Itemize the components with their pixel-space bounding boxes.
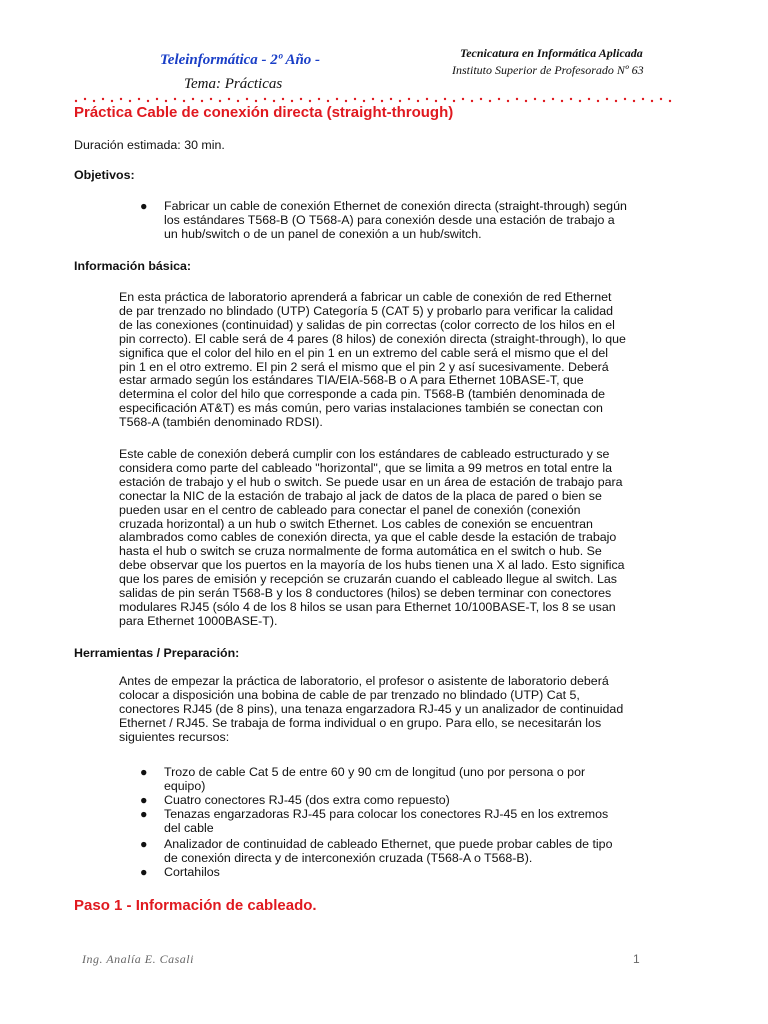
footer-author: Ing. Analía E. Casali	[82, 952, 194, 966]
divider-dot	[498, 98, 500, 100]
divider-dot	[138, 98, 140, 100]
bullet-icon: ●	[140, 765, 148, 779]
divider-dot	[228, 98, 230, 100]
recurso-text: Trozo de cable Cat 5 de entre 60 y 90 cm de longitud (uno por persona o por equipo)	[164, 765, 586, 793]
divider-dot	[651, 100, 653, 102]
divider-dot	[264, 98, 266, 100]
decorative-divider	[74, 96, 674, 104]
divider-dot	[327, 100, 329, 102]
herramientas-paragraph: Antes de empezar la práctica de laboratorio, el profesor o asistente de laboratorio deberá colocar a disposición una bobina de cable de par trenzado no blindado (UTP) Cat 5, conectores RJ45 (de 8 pins), una tenaza engarzadora RJ-45 y un analizador de continuidad Ethernet / RJ45. Se trabaja de forma individual o en grupo. Para ello, se necesitarán los siguientes recursos:	[119, 674, 624, 744]
objetivos-heading: Objetivos:	[74, 168, 135, 182]
divider-dot	[453, 100, 455, 102]
bullet-icon: ●	[140, 807, 148, 821]
divider-dot	[642, 98, 644, 100]
recurso-text: Cortahilos	[164, 865, 220, 879]
info-basica-paragraph-1: En esta práctica de laboratorio aprenderá a fabricar un cable de conexión de red Ethernet de par trenzado no blindado (UTP) Categoría 5 (CAT 5) y probarlo para verificar la calidad de las conexiones (continuidad) y salidas de pin correctas (color correcto de los hilos en el pin correcto). El cable será de 4 pares (8 hilos) de conexión directa (straight-through), lo que significa que el color del hilo en el pin 1 en un extremo del cable será el mismo que el del pin 1 en el otro extremo. El pin 2 será el mismo que el pin 2 y así sucesivamente. Deberá estar armado según los estándares TIA/EIA-568-B o A para Ethernet 10BASE-T, que determina el color del hilo que corresponde a cada pin. T568-B (también denominada de especificación AT&T) es más común, pero varias instalaciones también se conectan con T568-A (también denominado RDSI).	[119, 290, 626, 430]
divider-dot	[354, 98, 356, 100]
recurso-text: Cuatro conectores RJ-45 (dos extra como repuesto)	[164, 793, 450, 807]
info-basica-paragraph-2: Este cable de conexión deberá cumplir con los estándares de cableado estructurado y se considera como parte del cableado "horizontal", que se limita a 99 metros en total entre la estación de trabajo y el hub o switch. Se puede usar en un área de estación de trabajo para conectar la NIC de la estación de trabajo al jack de datos de la placa de pared o bien se pueden usar en el centro de cableado para conectar el panel de conexión (conexión cruzada horizontal) a un hub o switch Ethernet. Los cables de conexión se encuentran alambrados como cables de conexión directa, ya que el cable desde la estación de trabajo hasta el hub o switch se cruza normalmente de forma automática en el switch o hub. Se debe observar que los puertos en la mayoría de los hubs tienen una X al lado. Esto significa que los pares de emisión y recepción se cruzarán cuando el cableado llegue al switch. Las salidas de pin serán T568-B y los 8 conductores (hilos) se deben terminar con conectores modulares RJ45 (sólo 4 de los 8 hilos se usan para Ethernet 10/100BASE-T, los 8 se usan para Ethernet 1000BASE-T).	[119, 447, 625, 628]
divider-dot	[660, 98, 662, 100]
list-item	[140, 200, 660, 242]
recurso-text: Tenazas engarzadoras RJ-45 para colocar los conectores RJ-45 en los extremos del cable	[164, 807, 609, 835]
divider-dot	[543, 100, 545, 102]
bullet-icon: ●	[140, 793, 148, 807]
divider-dot	[84, 98, 86, 100]
divider-dot	[390, 98, 392, 100]
divider-dot	[489, 100, 491, 102]
divider-dot	[111, 100, 113, 102]
tema-label: Tema: Prácticas	[184, 76, 283, 92]
divider-dot	[102, 98, 104, 100]
paso-1-heading: Paso 1 - Información de cableado.	[74, 897, 317, 914]
divider-dot	[282, 98, 284, 100]
divider-dot	[192, 98, 194, 100]
divider-dot	[561, 100, 563, 102]
divider-dot	[606, 98, 608, 100]
objetivo-text: Fabricar un cable de conexión Ethernet de conexión directa (straight-through) según los estándares T568-B (O T568-A) para conexión desde una estación de trabajo a un hub/switch o de un panel de conexión a un hub/switch.	[164, 199, 627, 241]
duration-text: Duración estimada: 30 min.	[74, 138, 225, 152]
divider-dot	[201, 100, 203, 102]
divider-dot	[219, 100, 221, 102]
divider-dot	[588, 98, 590, 100]
divider-dot	[444, 98, 446, 100]
divider-dot	[435, 100, 437, 102]
divider-dot	[633, 100, 635, 102]
divider-dot	[597, 100, 599, 102]
divider-dot	[552, 98, 554, 100]
divider-dot	[516, 98, 518, 100]
page-number: 1	[633, 952, 640, 966]
divider-dot	[363, 100, 365, 102]
divider-dot	[372, 98, 374, 100]
divider-dot	[183, 100, 185, 102]
info-basica-heading: Información básica:	[74, 259, 192, 273]
bullet-icon: ●	[140, 199, 148, 213]
course-title: Teleinformática - 2º Año -	[160, 52, 321, 68]
tecnicatura-label: Tecnicatura en Informática Aplicada	[460, 46, 643, 60]
divider-dot	[579, 100, 581, 102]
divider-dot	[174, 98, 176, 100]
divider-dot	[309, 100, 311, 102]
page-title: Práctica Cable de conexión directa (straight-through)	[74, 104, 454, 121]
divider-dot	[462, 98, 464, 100]
divider-dot	[570, 98, 572, 100]
divider-dot	[480, 98, 482, 100]
recurso-text: Analizador de continuidad de cableado Ethernet, que puede probar cables de tipo de conexión directa y de interconexión cruzada (T568-A o T568-B).	[164, 837, 613, 865]
divider-dot	[147, 100, 149, 102]
divider-dot	[291, 100, 293, 102]
divider-dot	[255, 100, 257, 102]
divider-dot	[300, 98, 302, 100]
divider-dot	[120, 98, 122, 100]
divider-dot	[615, 100, 617, 102]
divider-dot	[129, 100, 131, 102]
divider-dot	[471, 100, 473, 102]
divider-dot	[336, 98, 338, 100]
divider-dot	[408, 98, 410, 100]
bullet-icon: ●	[140, 865, 148, 879]
divider-dot	[624, 98, 626, 100]
divider-dot	[399, 100, 401, 102]
divider-dot	[345, 100, 347, 102]
divider-dot	[75, 100, 77, 102]
divider-dot	[426, 98, 428, 100]
bullet-icon: ●	[140, 837, 148, 851]
divider-dot	[273, 100, 275, 102]
divider-dot	[93, 100, 95, 102]
divider-dot	[381, 100, 383, 102]
divider-dot	[417, 100, 419, 102]
divider-dot	[156, 98, 158, 100]
divider-dot	[246, 98, 248, 100]
divider-dot	[525, 100, 527, 102]
divider-dot	[237, 100, 239, 102]
divider-dot	[534, 98, 536, 100]
herramientas-heading: Herramientas / Preparación:	[74, 646, 240, 660]
divider-dot	[318, 98, 320, 100]
divider-dot	[210, 98, 212, 100]
divider-dot	[507, 100, 509, 102]
divider-dot	[165, 100, 167, 102]
instituto-label: Instituto Superior de Profesorado Nº 63	[452, 63, 644, 77]
divider-dot	[669, 100, 671, 102]
